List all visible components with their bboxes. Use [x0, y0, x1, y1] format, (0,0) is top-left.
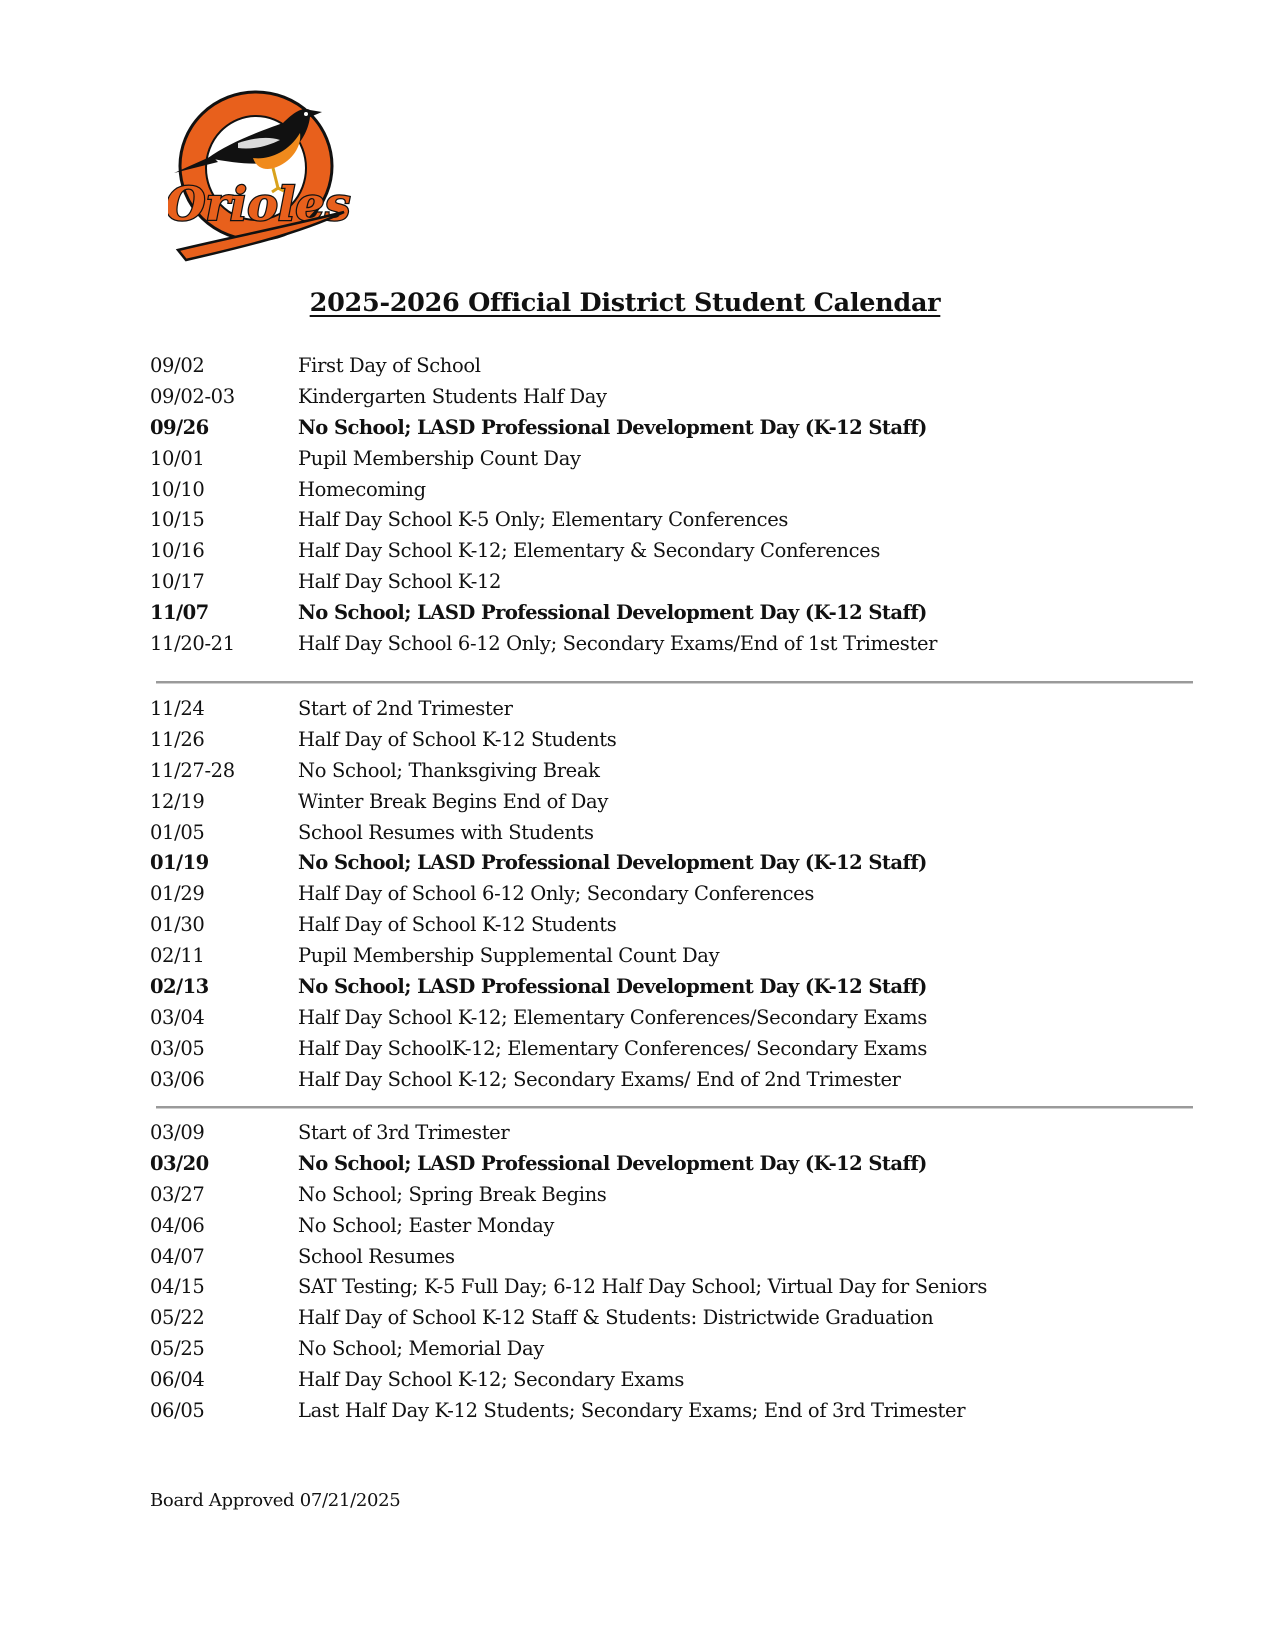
board-approval-note: Board Approved 07/21/2025 — [150, 1490, 401, 1511]
calendar-row — [150, 1396, 1210, 1427]
calendar-row — [150, 910, 1210, 941]
event-description: Pupil Membership Supplemental Count Day — [298, 944, 720, 968]
event-date: 03/27 — [150, 1182, 205, 1206]
event-date: 11/07 — [150, 601, 209, 625]
event-date: 04/06 — [150, 1213, 205, 1237]
event-description: Half Day School 6-12 Only; Secondary Exams/End of 1st Trimester — [298, 632, 938, 656]
event-date: 10/15 — [150, 508, 205, 532]
calendar-row — [150, 382, 1210, 413]
event-description: School Resumes — [298, 1244, 455, 1268]
page-title: 2025-2026 Official District Student Calendar — [309, 288, 941, 318]
event-date: 12/19 — [150, 789, 205, 813]
event-date: 01/19 — [150, 851, 209, 875]
event-date: 10/01 — [150, 446, 205, 470]
calendar-row — [150, 1065, 1210, 1096]
event-description: Half Day School K-12; Secondary Exams/ End of 2nd Trimester — [298, 1067, 901, 1091]
calendar-row — [150, 725, 1210, 756]
calendar-row — [150, 941, 1210, 972]
event-description: Half Day School K-12; Elementary Conferences/Secondary Exams — [298, 1005, 927, 1029]
calendar-row — [150, 1180, 1210, 1211]
event-date: 05/25 — [150, 1337, 205, 1361]
event-description: Half Day School K-12; Secondary Exams — [298, 1368, 685, 1392]
event-date: 06/05 — [150, 1399, 205, 1423]
event-description: No School; LASD Professional Development Day (K-12 Staff) — [298, 415, 927, 439]
event-date: 10/17 — [150, 570, 205, 594]
calendar-row — [150, 629, 1210, 660]
event-date: 02/11 — [150, 944, 205, 968]
event-date: 05/22 — [150, 1306, 205, 1330]
event-date: 01/30 — [150, 913, 205, 937]
section-divider — [156, 1106, 1193, 1109]
event-description: No School; Thanksgiving Break — [298, 758, 600, 782]
calendar-row — [150, 1303, 1210, 1334]
event-description: Half Day of School 6-12 Only; Secondary Conferences — [298, 882, 815, 906]
calendar-row — [150, 536, 1210, 567]
event-description: No School; Memorial Day — [298, 1337, 544, 1361]
calendar-row — [150, 1034, 1210, 1065]
calendar-row — [150, 756, 1210, 787]
calendar-row — [150, 351, 1210, 382]
event-date: 10/16 — [150, 539, 205, 563]
event-date: 04/07 — [150, 1244, 205, 1268]
event-description: Half Day of School K-12 Students — [298, 727, 617, 751]
orioles-logo — [168, 88, 354, 266]
section-trimester-1 — [150, 351, 1210, 660]
calendar-row — [150, 567, 1210, 598]
event-date: 03/04 — [150, 1005, 205, 1029]
event-date: 11/26 — [150, 727, 205, 751]
event-date: 01/29 — [150, 882, 205, 906]
calendar-row-no-school — [150, 1149, 1210, 1180]
calendar-row — [150, 1365, 1210, 1396]
event-description: Kindergarten Students Half Day — [298, 384, 607, 408]
calendar-row — [150, 1242, 1210, 1273]
calendar-row — [150, 1334, 1210, 1365]
calendar-row-no-school — [150, 972, 1210, 1003]
event-date: 03/20 — [150, 1151, 209, 1175]
event-date: 11/24 — [150, 697, 205, 720]
calendar-row-no-school — [150, 413, 1210, 444]
event-description: First Day of School — [298, 354, 481, 377]
calendar-row — [150, 1003, 1210, 1034]
event-description: Pupil Membership Count Day — [298, 446, 581, 470]
event-date: 03/09 — [150, 1121, 205, 1144]
event-date: 06/04 — [150, 1368, 205, 1392]
calendar-row — [150, 1272, 1210, 1303]
event-description: Half Day of School K-12 Staff & Students: Districtwide Graduation — [298, 1306, 934, 1330]
event-description: Start of 2nd Trimester — [298, 697, 513, 720]
event-date: 03/06 — [150, 1067, 205, 1091]
calendar-row — [150, 787, 1210, 818]
event-date: 10/10 — [150, 477, 205, 501]
oriole-bird-logo-icon — [168, 88, 354, 266]
event-description: Start of 3rd Trimester — [298, 1121, 510, 1144]
calendar-row — [150, 879, 1210, 910]
section-divider — [156, 681, 1193, 684]
event-description: Winter Break Begins End of Day — [298, 789, 608, 813]
event-date: 01/05 — [150, 820, 205, 844]
section-trimester-2 — [150, 694, 1210, 1096]
event-date: 02/13 — [150, 975, 209, 999]
event-description: Half Day School K-12 — [298, 570, 502, 594]
calendar-row — [150, 818, 1210, 849]
event-date: 09/26 — [150, 415, 209, 439]
event-date: 09/02 — [150, 354, 205, 377]
calendar-row — [150, 1118, 1210, 1149]
calendar-row — [150, 505, 1210, 536]
event-description: No School; Spring Break Begins — [298, 1182, 607, 1206]
event-description: SAT Testing; K-5 Full Day; 6-12 Half Day School; Virtual Day for Seniors — [298, 1275, 988, 1299]
event-date: 09/02-03 — [150, 384, 235, 408]
event-date: 11/20-21 — [150, 632, 235, 656]
event-description: Half Day SchoolK-12; Elementary Conferences/ Secondary Exams — [298, 1036, 927, 1060]
event-description: No School; LASD Professional Development Day (K-12 Staff) — [298, 975, 927, 999]
calendar-row-no-school — [150, 848, 1210, 879]
event-date: 03/05 — [150, 1036, 205, 1060]
event-description: School Resumes with Students — [298, 820, 594, 844]
calendar-row — [150, 694, 1210, 725]
event-description: No School; LASD Professional Development Day (K-12 Staff) — [298, 851, 927, 875]
calendar-row — [150, 475, 1210, 506]
event-description: No School; LASD Professional Development Day (K-12 Staff) — [298, 1151, 927, 1175]
event-description: Homecoming — [298, 477, 426, 501]
event-date: 04/15 — [150, 1275, 205, 1299]
event-description: Half Day School K-5 Only; Elementary Conferences — [298, 508, 789, 532]
event-description: No School; LASD Professional Development Day (K-12 Staff) — [298, 601, 927, 625]
section-trimester-3 — [150, 1118, 1210, 1427]
calendar-row — [150, 444, 1210, 475]
event-description: Half Day of School K-12 Students — [298, 913, 617, 937]
calendar-row — [150, 1211, 1210, 1242]
event-date: 11/27-28 — [150, 758, 235, 782]
event-description: Half Day School K-12; Elementary & Secondary Conferences — [298, 539, 881, 563]
event-description: Last Half Day K-12 Students; Secondary Exams; End of 3rd Trimester — [298, 1399, 966, 1423]
calendar-row-no-school — [150, 598, 1210, 629]
event-description: No School; Easter Monday — [298, 1213, 555, 1237]
svg-text:Orioles: Orioles — [168, 177, 351, 231]
